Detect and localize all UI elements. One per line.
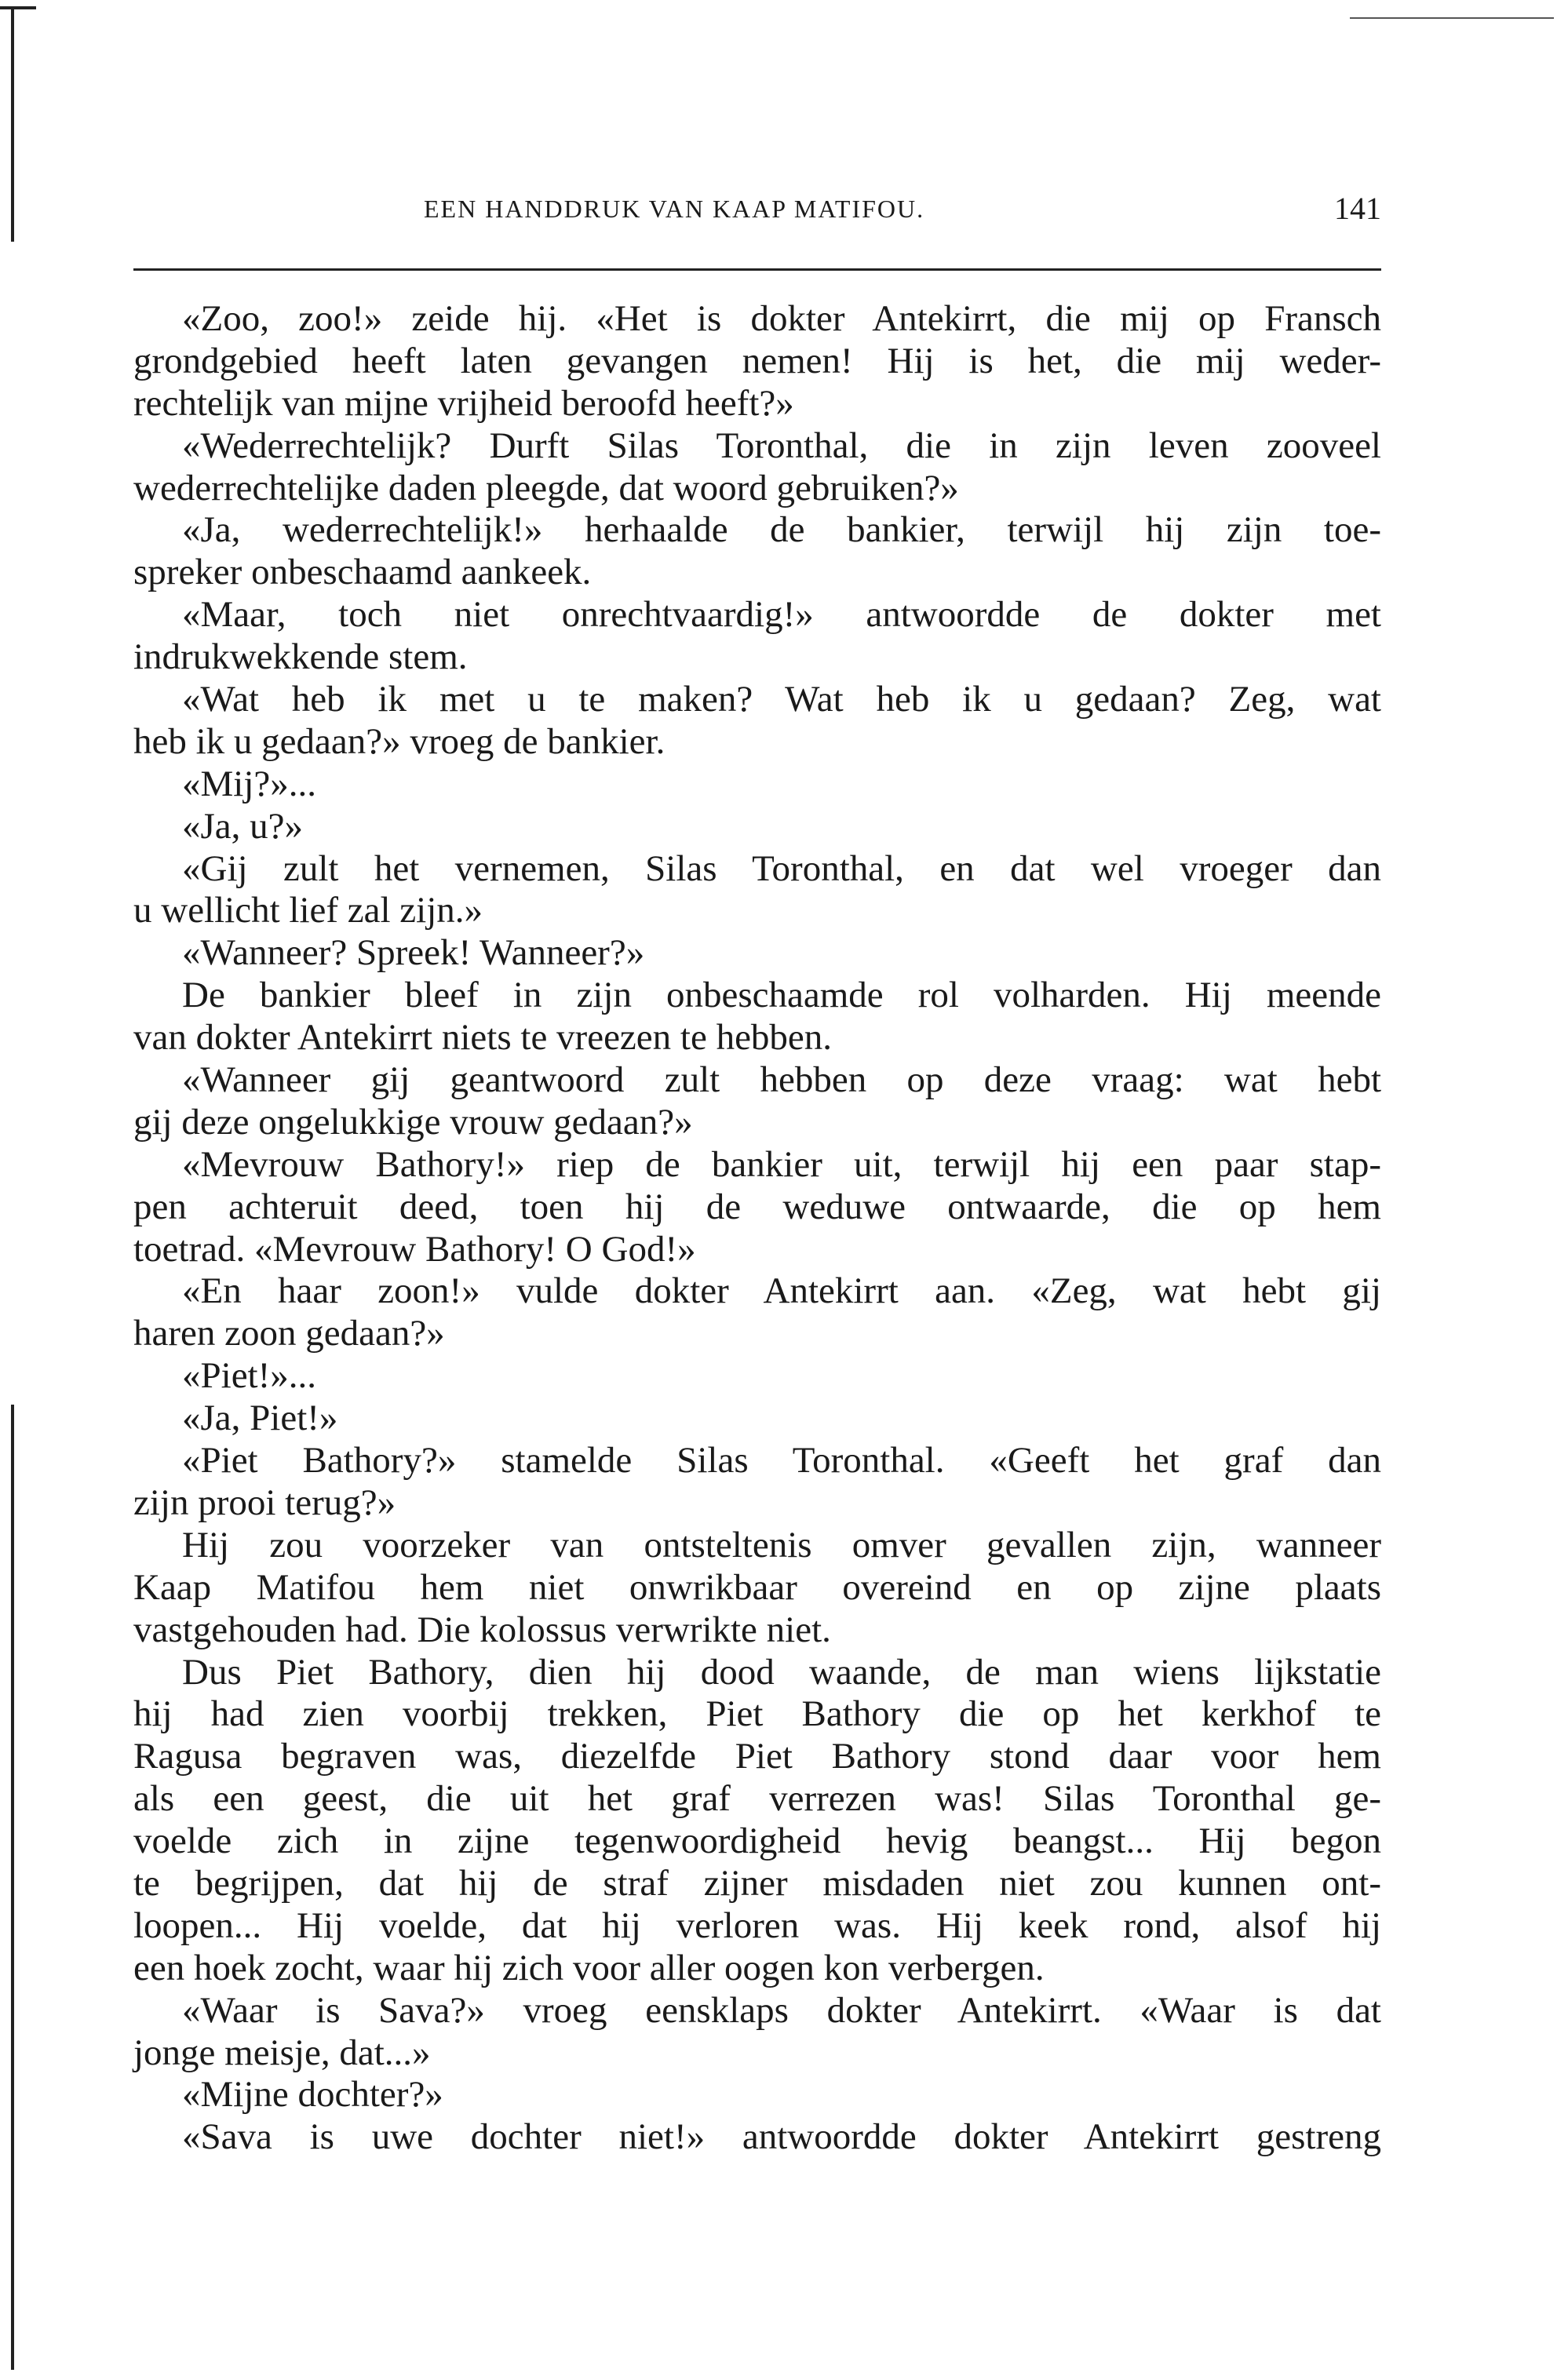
text-line: «Mevrouw Bathory!» riep de bankier uit, terwijl hij een paar stap- <box>182 1143 1381 1185</box>
page-edge-line-top <box>11 6 14 242</box>
text-line: Dus Piet Bathory, dien hij dood waande, de man wiens lijkstatie <box>182 1651 1381 1693</box>
text-line: hij had zien voorbij trekken, Piet Bathory die op het kerkhof te <box>133 1693 1381 1735</box>
text-line: «Mijne dochter?» <box>182 2074 443 2116</box>
text-line: een hoek zocht, waar hij zich voor aller oogen kon verbergen. <box>133 1947 1045 1988</box>
text-body <box>133 298 1381 2159</box>
top-edge-rule <box>1350 17 1554 19</box>
text-line: «Mij?»... <box>182 763 317 804</box>
text-line: jonge meisje, dat...» <box>133 2032 431 2073</box>
text-line: Hij zou voorzeker van ontsteltenis omver gevallen zijn, wanneer <box>182 1524 1381 1565</box>
text-line: «Sava is uwe dochter niet!» antwoordde dokter Antekirrt gestreng <box>182 2116 1381 2158</box>
text-line: «Piet Bathory?» stamelde Silas Toronthal. «Geeft het graf dan <box>182 1440 1381 1482</box>
text-line: «En haar zoon!» vulde dokter Antekirrt aan. «Zeg, wat hebt gij <box>182 1270 1381 1312</box>
text-line: als een geest, die uit het graf verrezen was! Silas Toronthal ge- <box>133 1778 1381 1820</box>
text-line: haren zoon gedaan?» <box>133 1313 445 1354</box>
text-line: De bankier bleef in zijn onbeschaamde rol volharden. Hij meende <box>182 975 1381 1016</box>
text-line: «Wanneer? Spreek! Wanneer?» <box>182 932 645 974</box>
text-line: zijn prooi terug?» <box>133 1482 396 1523</box>
text-line: «Gij zult het vernemen, Silas Toronthal, en dat wel vroeger dan <box>182 847 1381 889</box>
text-line: «Wanneer gij geantwoord zult hebben op deze vraag: wat hebt <box>182 1059 1381 1101</box>
text-line: van dokter Antekirrt niets te vreezen te hebben. <box>133 1017 833 1059</box>
text-line: «Piet!»... <box>182 1355 317 1397</box>
text-line: Kaap Matifou hem niet onwrikbaar overeind en op zijne plaats <box>133 1566 1381 1608</box>
text-line: «Ja, u?» <box>182 805 304 847</box>
text-line: «Maar, toch niet onrechtvaardig!» antwoordde de dokter met <box>182 594 1381 636</box>
text-line: vastgehouden had. Die kolossus verwrikte niet. <box>133 1609 831 1650</box>
text-line: «Ja, wederrechtelijk!» herhaalde de bankier, terwijl hij zijn toe- <box>182 509 1381 551</box>
text-line: gij deze ongelukkige vrouw gedaan?» <box>133 1101 693 1143</box>
text-line: heb ik u gedaan?» vroeg de bankier. <box>133 720 665 762</box>
text-line: grondgebied heeft laten gevangen nemen! Hij is het, die mij weder- <box>133 340 1381 381</box>
text-line: toetrad. «Mevrouw Bathory! O God!» <box>133 1228 696 1270</box>
text-line: spreker onbeschaamd aankeek. <box>133 552 592 593</box>
text-line: «Wat heb ik met u te maken? Wat heb ik u gedaan? Zeg, wat <box>182 679 1381 720</box>
text-line: «Wederrechtelijk? Durft Silas Toronthal, die in zijn leven zooveel <box>182 425 1381 466</box>
text-line: rechtelijk van mijne vrijheid beroofd heeft?» <box>133 382 794 424</box>
text-line: te begrijpen, dat hij de straf zijner misdaden niet zou kunnen ont- <box>133 1862 1381 1904</box>
text-line: u wellicht lief zal zijn.» <box>133 890 483 931</box>
text-line: loopen... Hij voelde, dat hij verloren was. Hij keek rond, alsof hij <box>133 1904 1381 1946</box>
text-line: wederrechtelijke daden pleegde, dat woord gebruiken?» <box>133 467 959 508</box>
page-edge-mark <box>0 6 36 9</box>
text-line: «Zoo, zoo!» zeide hij. «Het is dokter Antekirrt, die mij op Fransch <box>182 298 1381 339</box>
page-number: 141 <box>1334 191 1381 226</box>
text-line: «Waar is Sava?» vroeg eensklaps dokter Antekirrt. «Waar is dat <box>182 1989 1381 2031</box>
text-line: voelde zich in zijne tegenwoordigheid hevig beangst... Hij begon <box>133 1821 1381 1862</box>
text-line: pen achteruit deed, toen hij de weduwe ontwaarde, die op hem <box>133 1186 1381 1227</box>
header-rule <box>133 268 1381 271</box>
running-title: EEN HANDDRUK VAN KAAP MATIFOU. <box>424 195 925 223</box>
text-line: Ragusa begraven was, diezelfde Piet Bathory stond daar voor hem <box>133 1736 1381 1777</box>
text-line: indrukwekkende stem. <box>133 636 468 678</box>
text-line: «Ja, Piet!» <box>182 1398 338 1439</box>
page-edge-line-bottom <box>11 1405 14 2370</box>
page-header <box>133 191 1381 242</box>
